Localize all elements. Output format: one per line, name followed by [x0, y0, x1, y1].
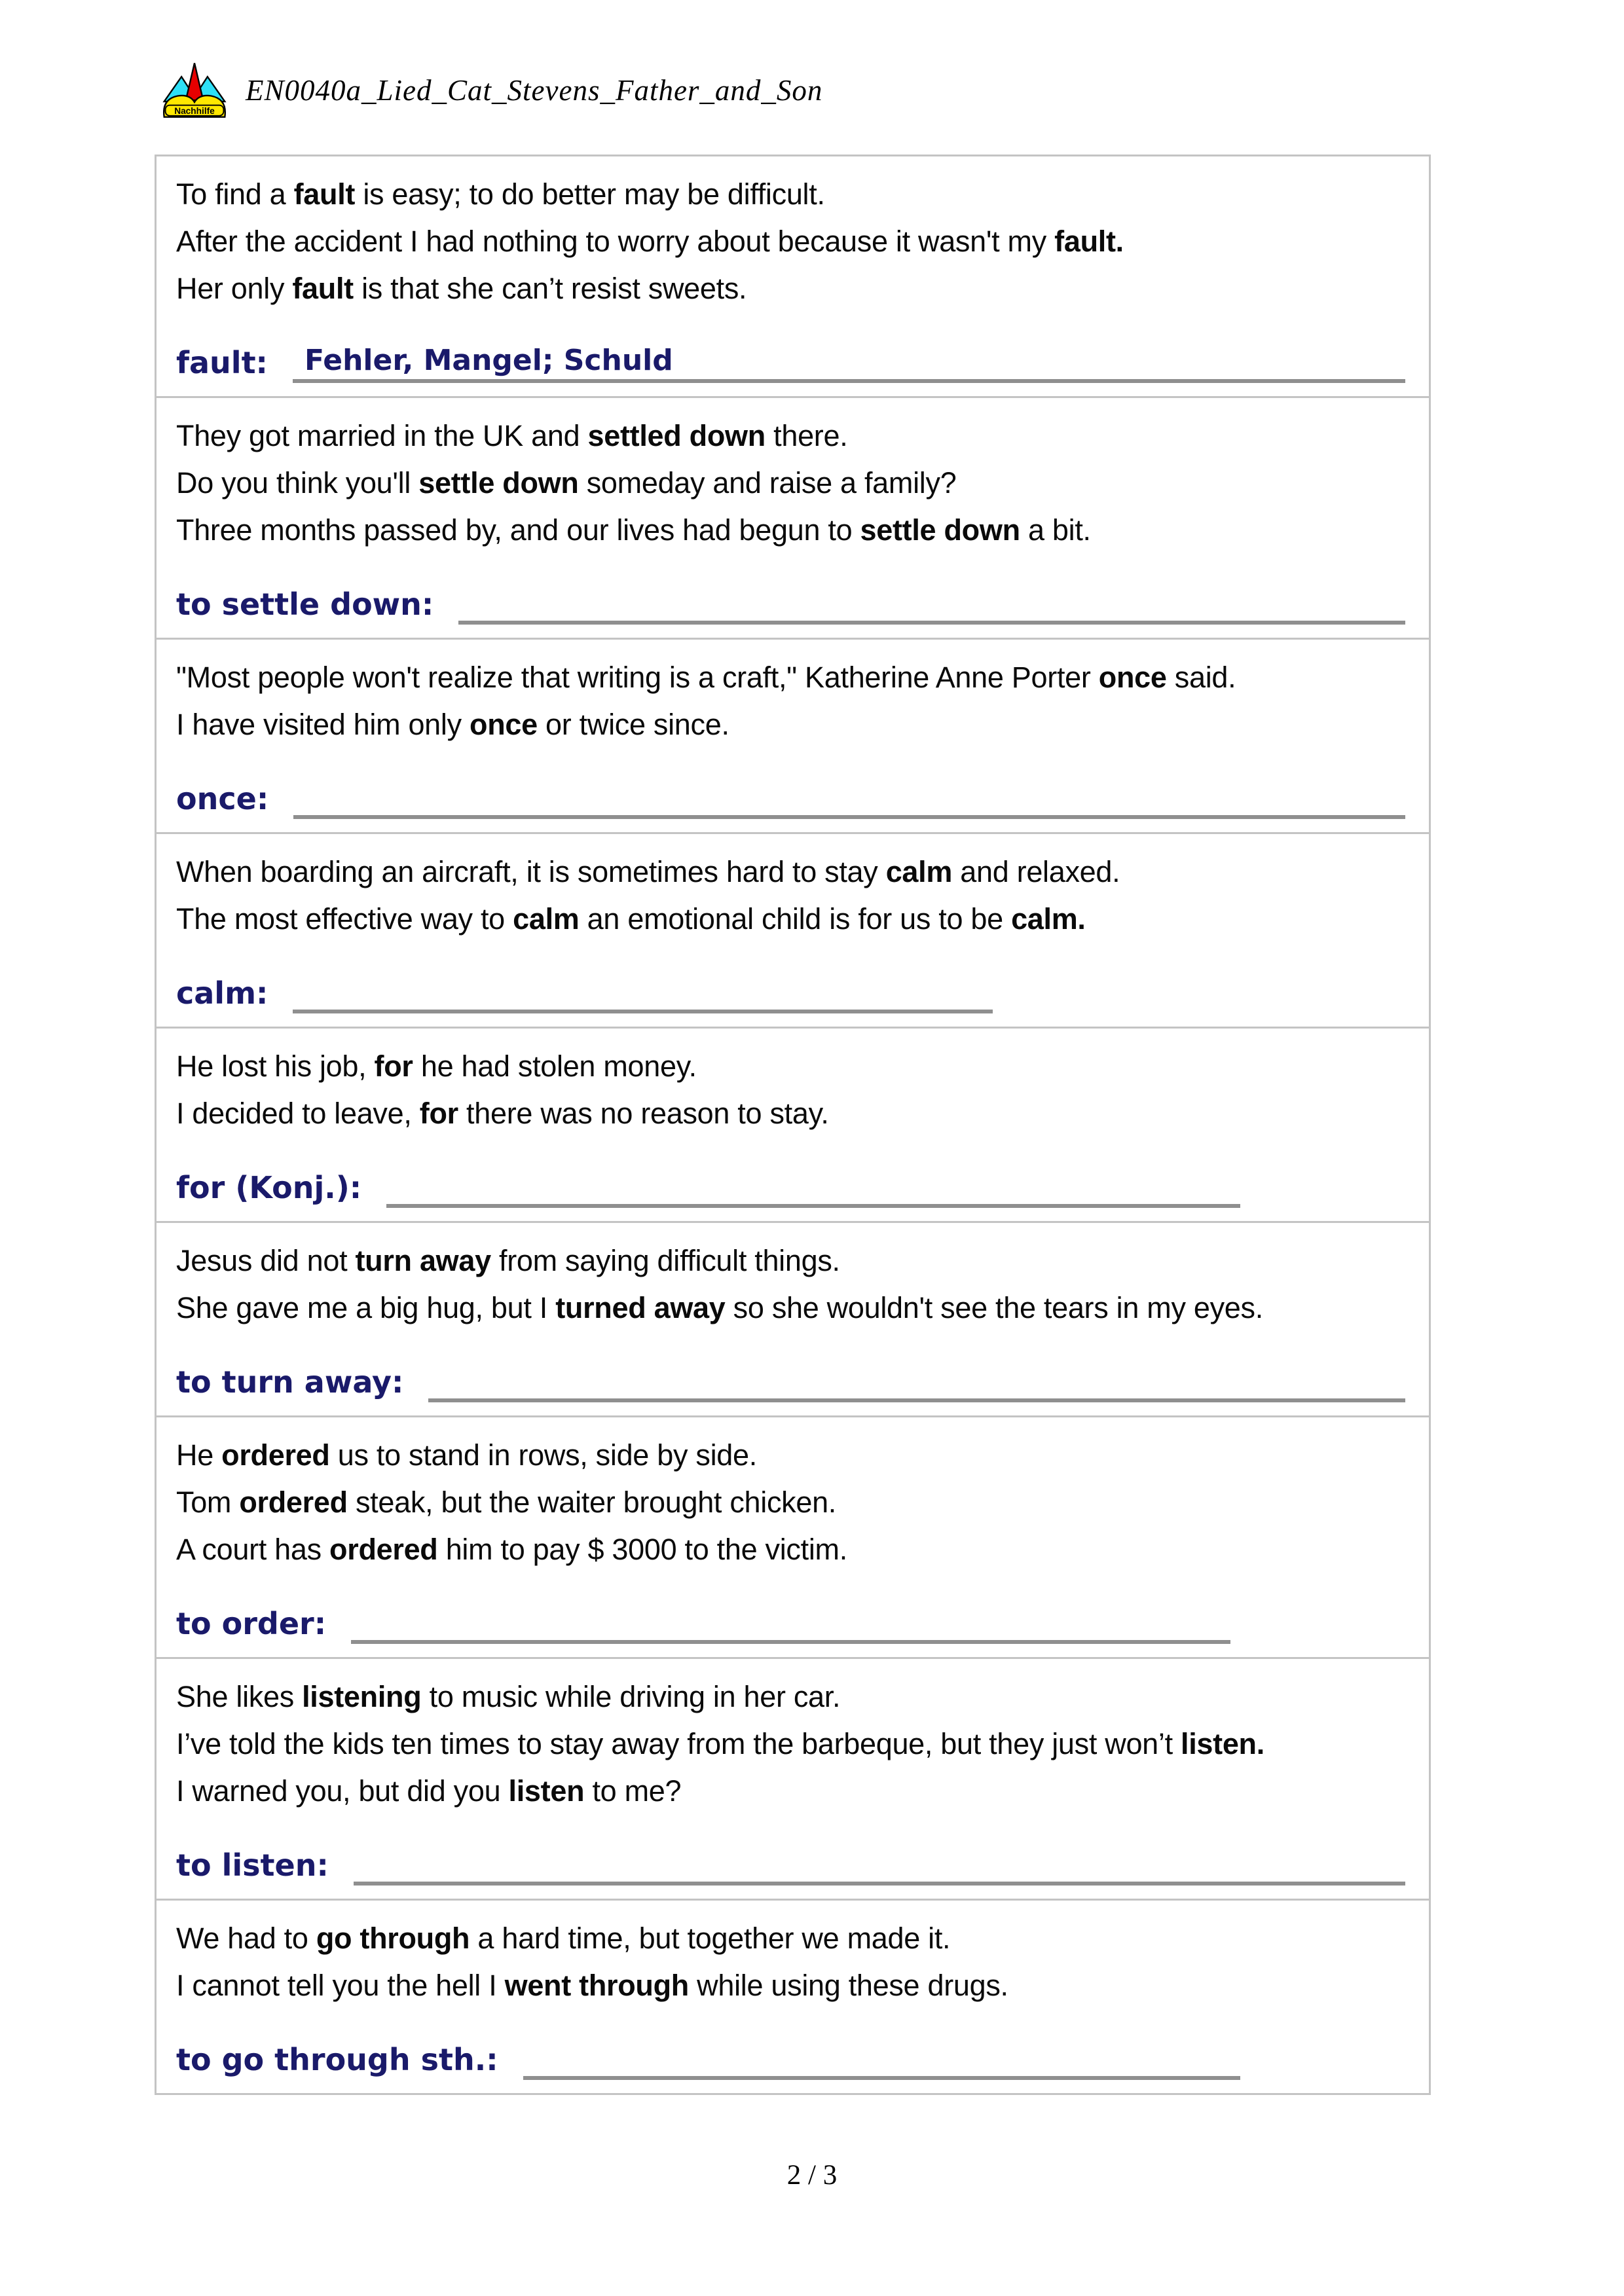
- vocab-line: [176, 1159, 1405, 1208]
- example-sentences: [176, 1043, 1405, 1137]
- example-sentence: She gave me a big hug, but I turned away so she wouldn't see the tears in my eyes.: [176, 1291, 1263, 1324]
- example-sentence: He lost his job, for he had stolen money.: [176, 1049, 697, 1083]
- vocab-row: [157, 1899, 1429, 2093]
- term-label: once:: [176, 781, 280, 816]
- answer-blank[interactable]: [428, 1355, 1405, 1402]
- example-sentence: She likes listening to music while driving in her car.: [176, 1680, 841, 1713]
- example-sentence: I decided to leave, for there was no reason to stay.: [176, 1097, 829, 1130]
- example-sentence: Jesus did not turn away from saying difficult things.: [176, 1244, 840, 1277]
- vocab-row: [157, 1415, 1429, 1657]
- nachhilfe-logo-icon: [160, 60, 229, 120]
- example-sentences: [176, 1237, 1405, 1332]
- page-header: [160, 60, 822, 120]
- example-sentence: We had to go through a hard time, but together we made it.: [176, 1922, 951, 1955]
- example-sentence: I’ve told the kids ten times to stay away from the barbeque, but they just won’t listen.: [176, 1727, 1264, 1760]
- example-sentences: [176, 1915, 1405, 2009]
- vocab-line: [176, 1595, 1405, 1644]
- answer-blank[interactable]: [293, 336, 1405, 383]
- term-label: to settle down:: [176, 587, 445, 622]
- vocab-row: [157, 832, 1429, 1027]
- term-label: for (Konj.):: [176, 1170, 373, 1205]
- vocab-line: [176, 335, 1405, 383]
- term-label: fault:: [176, 345, 278, 380]
- term-label: to listen:: [176, 1848, 339, 1883]
- term-label: to go through sth.:: [176, 2042, 509, 2077]
- vocab-row: [157, 638, 1429, 832]
- answer-text: Fehler, Mangel; Schuld: [304, 344, 673, 377]
- vocab-row: [157, 156, 1429, 396]
- example-sentences: [176, 1673, 1405, 1815]
- example-sentence: The most effective way to calm an emotional child is for us to be calm.: [176, 902, 1086, 936]
- answer-blank[interactable]: [293, 772, 1405, 819]
- logo-text: Nachhilfe: [174, 105, 215, 116]
- example-sentence: He ordered us to stand in rows, side by side.: [176, 1438, 757, 1472]
- example-sentence: When boarding an aircraft, it is sometimes hard to stay calm and relaxed.: [176, 855, 1120, 888]
- example-sentence: To find a fault is easy; to do better may be difficult.: [176, 177, 825, 211]
- vocab-line: [176, 965, 1405, 1013]
- example-sentence: Her only fault is that she can’t resist sweets.: [176, 272, 747, 305]
- term-label: to order:: [176, 1606, 337, 1641]
- vocab-line: [176, 771, 1405, 819]
- vocab-row: [157, 396, 1429, 638]
- example-sentences: [176, 171, 1405, 312]
- vocab-line: [176, 1837, 1405, 1886]
- example-sentence: Do you think you'll settle down someday and raise a family?: [176, 466, 957, 500]
- vocab-line: [176, 2032, 1405, 2080]
- vocab-row: [157, 1027, 1429, 1221]
- document-title: EN0040a_Lied_Cat_Stevens_Father_and_Son: [246, 74, 823, 107]
- example-sentence: I have visited him only once or twice since.: [176, 708, 729, 741]
- answer-blank[interactable]: [523, 2033, 1240, 2080]
- answer-blank[interactable]: [458, 577, 1405, 625]
- example-sentence: After the accident I had nothing to worry about because it wasn't my fault.: [176, 225, 1124, 258]
- example-sentence: I warned you, but did you listen to me?: [176, 1774, 682, 1808]
- term-label: to turn away:: [176, 1364, 415, 1400]
- example-sentence: I cannot tell you the hell I went through while using these drugs.: [176, 1969, 1008, 2002]
- vocab-row: [157, 1657, 1429, 1899]
- answer-blank[interactable]: [354, 1838, 1405, 1886]
- example-sentences: [176, 412, 1405, 554]
- vocabulary-table: [155, 155, 1431, 2095]
- vocab-line: [176, 1354, 1405, 1402]
- vocab-row: [157, 1221, 1429, 1415]
- example-sentence: They got married in the UK and settled down there.: [176, 419, 848, 452]
- example-sentences: [176, 1432, 1405, 1573]
- example-sentences: [176, 654, 1405, 748]
- example-sentence: Three months passed by, and our lives had begun to settle down a bit.: [176, 513, 1091, 547]
- vocab-line: [176, 576, 1405, 625]
- page-number: 2 / 3: [786, 2160, 838, 2191]
- answer-blank[interactable]: [293, 966, 993, 1013]
- example-sentence: Tom ordered steak, but the waiter brought chicken.: [176, 1485, 837, 1519]
- answer-blank[interactable]: [351, 1597, 1230, 1644]
- example-sentence: "Most people won't realize that writing is a craft," Katherine Anne Porter once said.: [176, 661, 1236, 694]
- answer-blank[interactable]: [386, 1161, 1240, 1208]
- term-label: calm:: [176, 975, 279, 1011]
- example-sentence: A court has ordered him to pay $ 3000 to the victim.: [176, 1533, 847, 1566]
- example-sentences: [176, 848, 1405, 943]
